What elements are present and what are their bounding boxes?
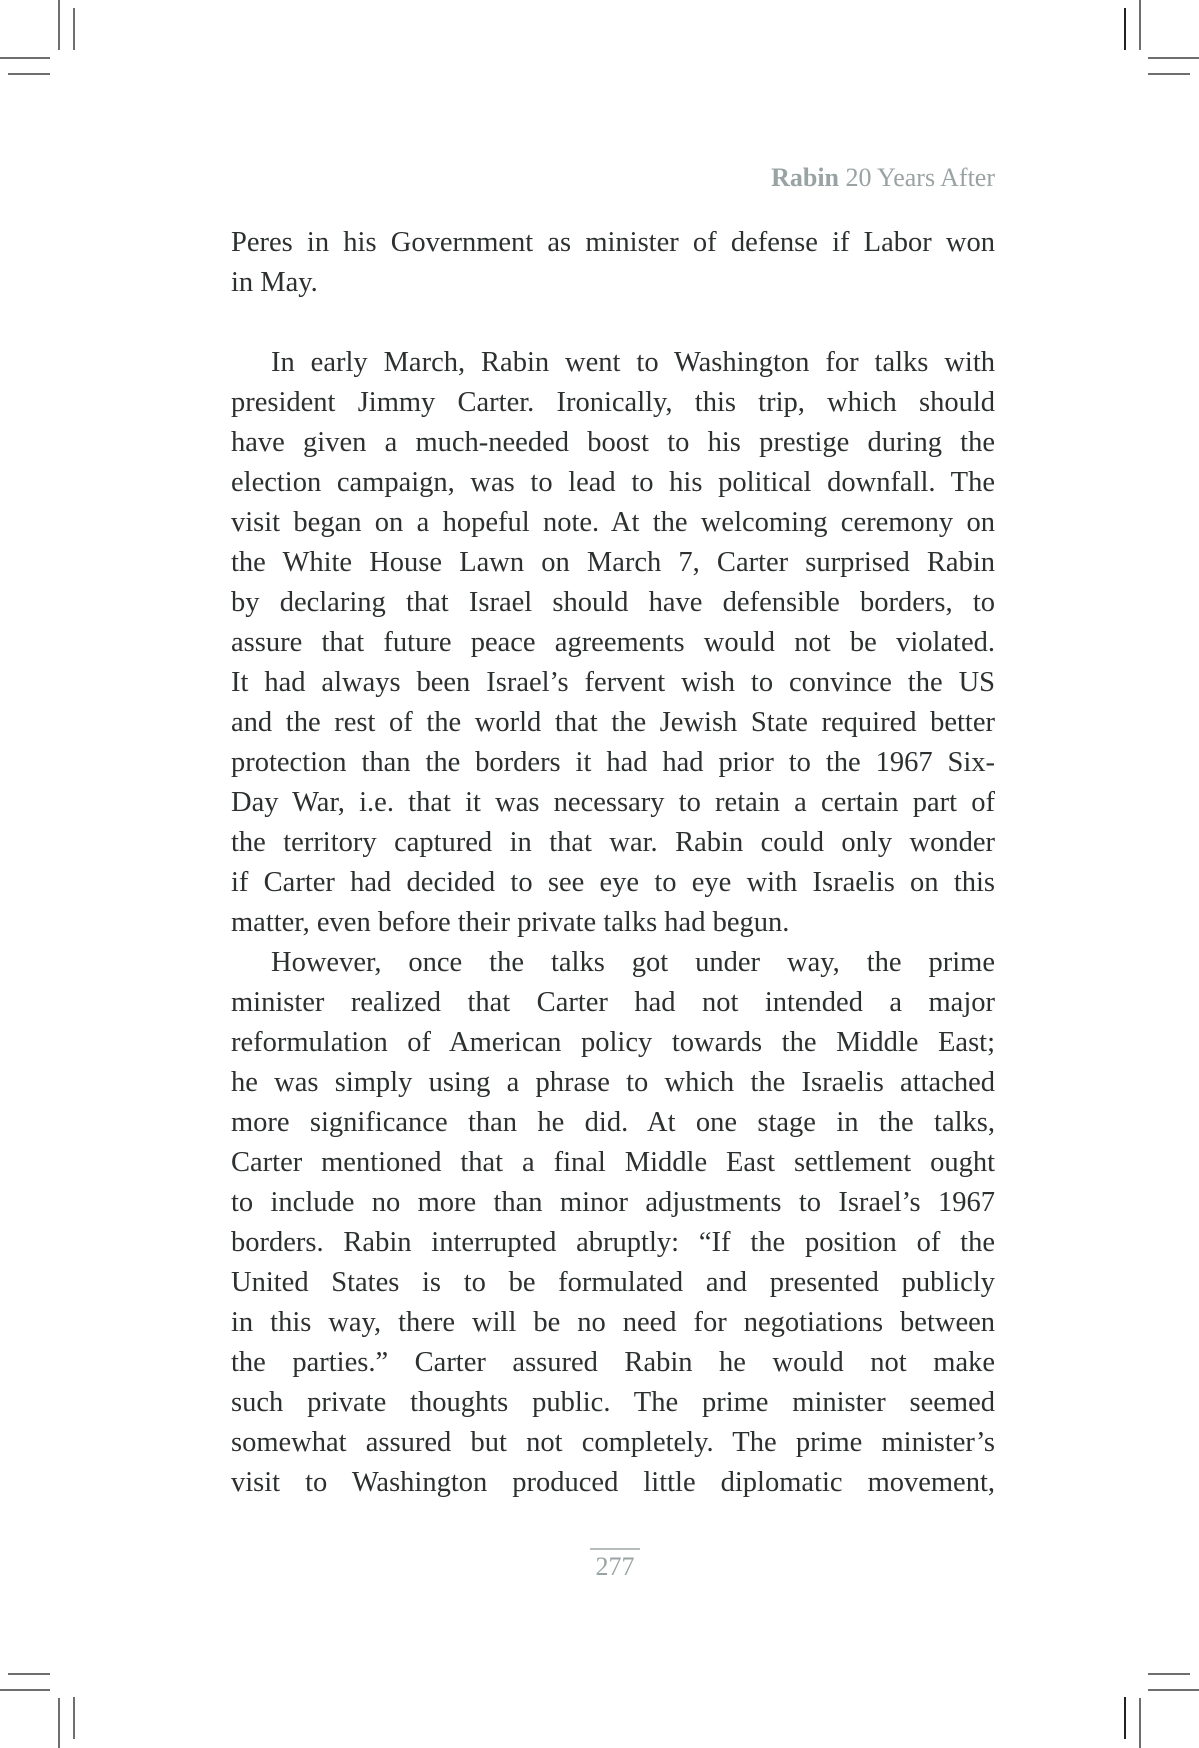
text-line: if Carter had decided to see eye to eye with Israelis on this — [231, 867, 995, 898]
text-line: Peres in his Government as minister of defense if Labor won — [231, 227, 995, 258]
text-line: visit to Washington produced little diplomatic movement, — [231, 1467, 995, 1498]
text-line: more significance than he did. At one stage in the talks, — [231, 1107, 995, 1138]
text-line: protection than the borders it had had prior to the 1967 Six- — [231, 747, 995, 778]
text-line: have given a much-needed boost to his prestige during the — [231, 427, 995, 458]
text-line: president Jimmy Carter. Ironically, this trip, which should — [231, 387, 995, 418]
crop-mark-top-right-v1 — [1124, 8, 1126, 50]
crop-mark-top-left-v2 — [73, 8, 75, 50]
text-line: reformulation of American policy towards the Middle East; — [231, 1027, 995, 1058]
crop-mark-bottom-left-v2 — [73, 1697, 75, 1739]
text-line: and the rest of the world that the Jewish State required better — [231, 707, 995, 738]
text-line: However, once the talks got under way, the prime — [271, 947, 995, 978]
text-line: the territory captured in that war. Rabin could only wonder — [231, 827, 995, 858]
text-line: the White House Lawn on March 7, Carter surprised Rabin — [231, 547, 995, 578]
crop-mark-bottom-right-v2 — [1139, 1698, 1141, 1748]
text-line: Carter mentioned that a final Middle East settlement ought — [231, 1147, 995, 1178]
crop-mark-bottom-right-h1 — [1148, 1673, 1190, 1675]
crop-mark-top-left-h2 — [8, 73, 50, 75]
text-line: somewhat assured but not completely. The prime minister’s — [231, 1427, 995, 1458]
crop-mark-top-right-h1 — [1148, 57, 1199, 59]
running-header-bold: Rabin — [771, 163, 839, 192]
crop-mark-top-right-v2 — [1139, 0, 1141, 50]
text-line: Day War, i.e. that it was necessary to retain a certain part of — [231, 787, 995, 818]
paragraph-gap — [231, 303, 995, 343]
text-line: in this way, there will be no need for negotiations between — [231, 1307, 995, 1338]
body-text — [231, 223, 995, 1503]
text-line: assure that future peace agreements would not be violated. — [231, 627, 995, 658]
text-line: United States is to be formulated and presented publicly — [231, 1267, 995, 1298]
running-header-rest: 20 Years After — [839, 163, 995, 192]
text-line: minister realized that Carter had not intended a major — [231, 987, 995, 1018]
page-number: 277 — [590, 1548, 640, 1582]
text-line: visit began on a hopeful note. At the welcoming ceremony on — [231, 507, 995, 538]
text-line: It had always been Israel’s fervent wish to convince the US — [231, 667, 995, 698]
text-line: election campaign, was to lead to his political downfall. The — [231, 467, 995, 498]
text-line: matter, even before their private talks had begun. — [231, 907, 790, 938]
running-header — [771, 163, 995, 193]
crop-mark-top-left-h1 — [0, 57, 50, 59]
text-line: he was simply using a phrase to which the Israelis attached — [231, 1067, 995, 1098]
text-line: borders. Rabin interrupted abruptly: “If the position of the — [231, 1227, 995, 1258]
text-line: In early March, Rabin went to Washington for talks with — [271, 347, 995, 378]
text-line: to include no more than minor adjustments to Israel’s 1967 — [231, 1187, 995, 1218]
crop-mark-bottom-right-h2 — [1148, 1689, 1199, 1691]
crop-mark-top-right-h2 — [1148, 73, 1190, 75]
text-line: by declaring that Israel should have defensible borders, to — [231, 587, 995, 618]
crop-mark-bottom-left-v1 — [58, 1698, 60, 1748]
crop-mark-bottom-right-v1 — [1124, 1697, 1126, 1739]
crop-mark-bottom-left-h2 — [0, 1689, 50, 1691]
text-line: such private thoughts public. The prime minister seemed — [231, 1387, 995, 1418]
text-line: in May. — [231, 267, 318, 298]
crop-mark-top-left-v1 — [58, 0, 60, 50]
crop-mark-bottom-left-h1 — [8, 1673, 50, 1675]
text-line: the parties.” Carter assured Rabin he would not make — [231, 1347, 995, 1378]
